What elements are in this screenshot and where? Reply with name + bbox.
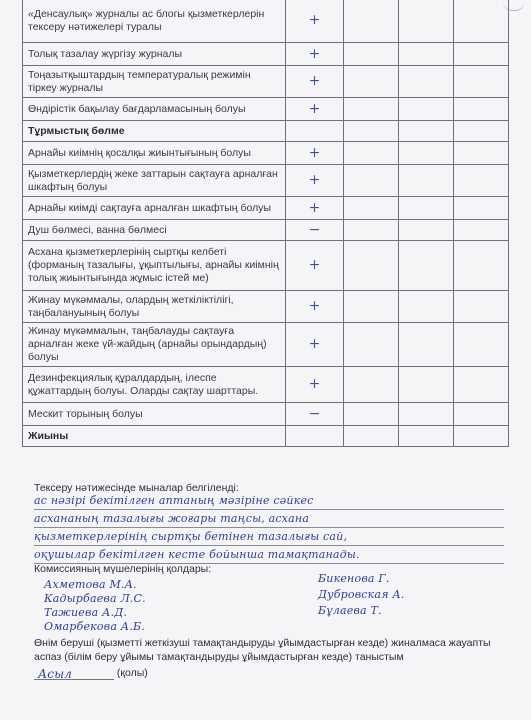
signature-right: Бикенова Г.: [318, 572, 390, 585]
empty-cell: [454, 197, 509, 220]
empty-cell: [454, 220, 509, 241]
table-row: [23, 291, 509, 323]
table-row: [23, 367, 509, 403]
empty-cell: [344, 241, 399, 291]
mark-cell: +: [286, 241, 344, 291]
empty-cell: [399, 367, 454, 403]
empty-cell: [454, 165, 509, 197]
empty-cell: [399, 241, 454, 291]
mark-cell: +: [286, 66, 344, 98]
empty-cell: [344, 197, 399, 220]
table-row: [23, 43, 509, 66]
empty-cell: [399, 98, 454, 121]
empty-cell: [344, 66, 399, 98]
empty-cell: [344, 142, 399, 165]
section-row: [23, 426, 509, 447]
table-row: [23, 165, 509, 197]
empty-cell: [286, 426, 344, 447]
empty-cell: [454, 66, 509, 98]
empty-cell: [454, 241, 509, 291]
table-row: [23, 142, 509, 165]
acknowledgement-block: [34, 636, 506, 680]
empty-cell: [399, 403, 454, 426]
empty-cell: [454, 121, 509, 142]
signature-left: Омарбекова А.Б.: [44, 620, 146, 633]
empty-cell: [454, 323, 509, 367]
criterion-cell: Асхана қызметкерлерінің сыртқы келбеті (форманың тазалығы, ұқыптылығы, арнайы киімнің толық жиынтығында жұмыс істей ме): [23, 241, 286, 291]
empty-cell: [344, 291, 399, 323]
criterion-cell: Өндірістік бақылау бағдарламасының болуы: [23, 98, 286, 121]
empty-cell: [344, 0, 399, 43]
empty-cell: [454, 367, 509, 403]
criterion-cell: Тоңазытқыштардың температуралық режимін тіркеу журналы: [23, 66, 286, 98]
criterion-cell: Арнайы киімді сақтауға арналған шкафтың болуы: [23, 197, 286, 220]
criterion-cell: Арнайы киімнің қосалқы жиынтығының болуы: [23, 142, 286, 165]
empty-cell: [454, 0, 509, 43]
criterion-cell: Қызметкерлердің жеке заттарын сақтауға арналған шкафтың болуы: [23, 165, 286, 197]
table-row: [23, 98, 509, 121]
inspection-table-body: [23, 0, 509, 447]
criterion-cell: «Денсаулық» журналы ас блогы қызметкерлерін тексеру нәтижелері туралы: [23, 0, 286, 43]
empty-cell: [344, 367, 399, 403]
empty-cell: [344, 98, 399, 121]
mark-cell: +: [286, 323, 344, 367]
section-title: Жиыны: [23, 426, 286, 447]
empty-cell: [399, 323, 454, 367]
criterion-cell: Душ бөлмесі, ванна бөлмесі: [23, 220, 286, 241]
criterion-cell: Дезинфекциялық құралдардың, ілеспе құжаттардың болуы. Оларды сақтау шарттары.: [23, 367, 286, 403]
criterion-cell: Толық тазалау жүргізу журналы: [23, 43, 286, 66]
mark-cell: +: [286, 367, 344, 403]
table-row: [23, 66, 509, 98]
empty-cell: [344, 426, 399, 447]
mark-cell: +: [286, 43, 344, 66]
empty-cell: [399, 291, 454, 323]
table-row: [23, 197, 509, 220]
empty-cell: [454, 43, 509, 66]
empty-cell: [454, 291, 509, 323]
empty-cell: [344, 403, 399, 426]
empty-cell: [344, 323, 399, 367]
table-row: [23, 220, 509, 241]
empty-cell: [454, 98, 509, 121]
empty-cell: [454, 426, 509, 447]
signature-label: (қолы): [116, 667, 148, 679]
mark-cell: +: [286, 98, 344, 121]
criterion-cell: Жинау мүкәммалы, олардың жеткіліктілігі, таңбалануының болуы: [23, 291, 286, 323]
empty-cell: [399, 121, 454, 142]
mark-cell: −: [286, 220, 344, 241]
findings-block: [34, 482, 504, 566]
empty-cell: [399, 66, 454, 98]
signature-left: Кадырбаева Л.С.: [44, 592, 146, 605]
empty-cell: [399, 426, 454, 447]
mark-cell: −: [286, 403, 344, 426]
empty-cell: [344, 121, 399, 142]
mark-cell: +: [286, 291, 344, 323]
empty-cell: [344, 165, 399, 197]
signature-left: Тажиева А.Д.: [44, 606, 128, 619]
signature-handwriting: Асыл: [38, 667, 73, 681]
signature-left: Ахметова М.А.: [44, 578, 137, 591]
findings-line: қызметкерлерінің сыртқы бетінен тазалығы сай,: [34, 530, 504, 546]
signature-line: [34, 667, 114, 680]
signature-right: Дубровская А.: [318, 588, 405, 601]
signature-right: Бұлаева Т.: [318, 604, 382, 617]
empty-cell: [344, 43, 399, 66]
signatures-title: Комиссияның мүшелерінің қолдары:: [34, 563, 212, 575]
criterion-cell: Мескит торының болуы: [23, 403, 286, 426]
empty-cell: [399, 197, 454, 220]
table-row: [23, 0, 509, 43]
table-row: [23, 241, 509, 291]
empty-cell: [399, 165, 454, 197]
mark-cell: +: [286, 0, 344, 43]
table-row: [23, 323, 509, 367]
empty-cell: [399, 43, 454, 66]
mark-cell: +: [286, 142, 344, 165]
mark-cell: +: [286, 165, 344, 197]
findings-line: оқушылар бекітілген кесте бойынша тамақтанады.: [34, 548, 504, 564]
section-row: [23, 121, 509, 142]
empty-cell: [399, 220, 454, 241]
empty-cell: [454, 142, 509, 165]
findings-line: асхананың тазалығы жоғары таңсы, асхана: [34, 512, 504, 528]
table-row: [23, 403, 509, 426]
empty-cell: [344, 220, 399, 241]
findings-line: ас нәзірі бекітілген аптаның мәзіріне сәйкес: [34, 494, 504, 510]
empty-cell: [454, 403, 509, 426]
acknowledgement-text: Өнім беруші (қызметті жеткізуші тамақтандыруды ұйымдастырған кезде) жиналмаса жауапты аспаз (білім беру ұйымы тамақтандыруды ұйымдастырған кезде) таныстым: [34, 637, 491, 663]
mark-cell: +: [286, 197, 344, 220]
inspection-table: [22, 0, 509, 447]
criterion-cell: Жинау мүкәммалын, таңбалауды сақтауға арналған жеке үй-жайдың (арнайы орындардың) болуы: [23, 323, 286, 367]
findings-label: Тексеру нәтижесінде мыналар белгіленді:: [34, 482, 239, 494]
empty-cell: [286, 121, 344, 142]
section-title: Тұрмыстық бөлме: [23, 121, 286, 142]
empty-cell: [399, 142, 454, 165]
empty-cell: [399, 0, 454, 43]
